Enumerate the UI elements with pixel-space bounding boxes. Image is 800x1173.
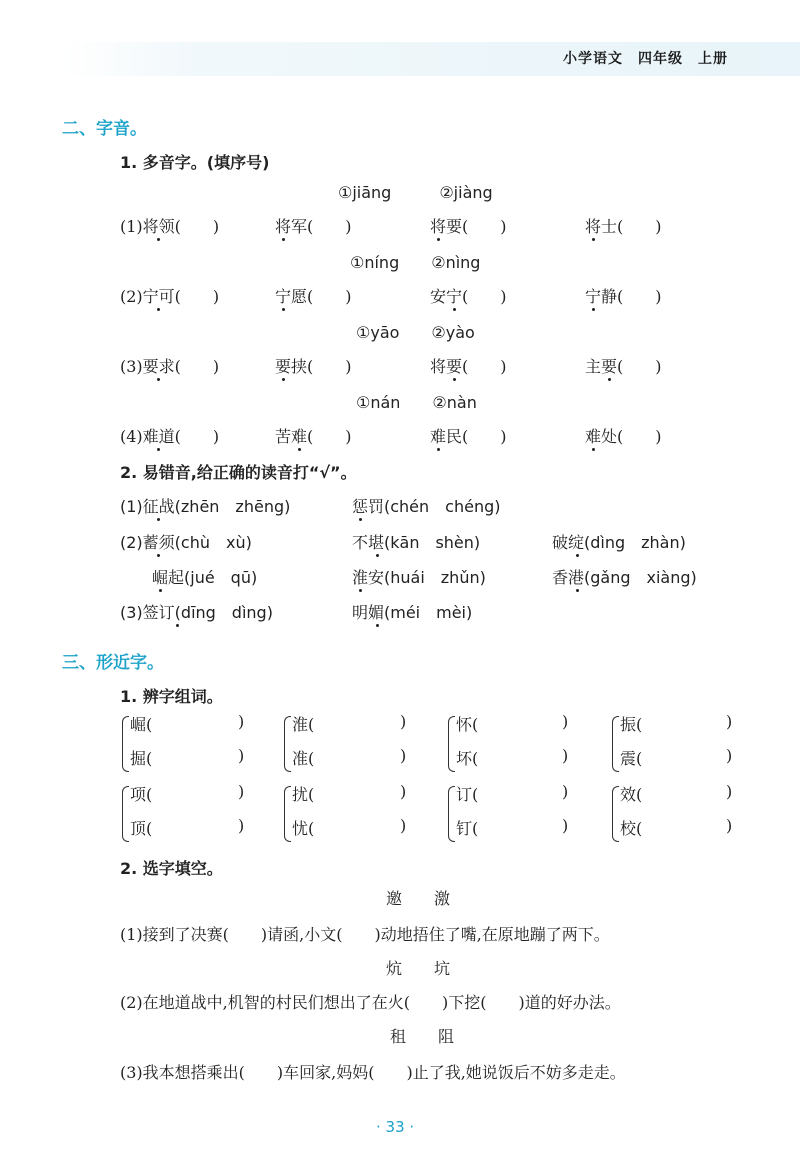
emphasis-dot	[359, 589, 362, 592]
pair-item: 掘(	[130, 749, 153, 768]
pair-brace	[448, 786, 455, 842]
poly-item: 将军( )	[275, 217, 352, 236]
pron-item: 惩罚(chén chéng)	[352, 497, 501, 516]
poly-item: (4)难道( )	[120, 427, 220, 446]
pair-close: )	[726, 746, 733, 765]
emphasis-dot	[437, 238, 440, 241]
emphasis-dot	[157, 238, 160, 241]
pron-item: (2)蓄须(chù xù)	[120, 533, 252, 552]
fill-sentence: (2)在地道战中,机智的村民们想出了在火( )下挖( )道的好办法。	[120, 993, 621, 1012]
emphasis-dot	[176, 624, 179, 627]
section-2-title: 二、字音。	[62, 119, 147, 139]
pair-item: 顶(	[130, 819, 153, 838]
pair-close: )	[400, 816, 407, 835]
pair-item: 淮(	[292, 715, 315, 734]
pair-brace	[122, 716, 129, 772]
poly-item: (3)要求( )	[120, 357, 220, 376]
section-3-title: 三、形近字。	[62, 653, 164, 673]
poly-item: 要挟( )	[275, 357, 352, 376]
pair-close: )	[400, 712, 407, 731]
pron-item: 淮安(huái zhǔn)	[352, 568, 486, 587]
pair-item: 项(	[130, 785, 153, 804]
fill-choices: 邀 激	[386, 889, 451, 908]
pron-item: 不堪(kān shèn)	[352, 533, 481, 552]
pron-item: (1)征战(zhēn zhēng)	[120, 497, 291, 516]
poly-item: 安宁( )	[430, 287, 507, 306]
pair-close: )	[238, 782, 245, 801]
emphasis-dot	[453, 308, 456, 311]
q2-fill-title: 2. 选字填空。	[120, 859, 223, 878]
poly-item: 难民( )	[430, 427, 507, 446]
emphasis-dot	[157, 378, 160, 381]
poly-item: 将要( )	[430, 357, 507, 376]
emphasis-dot	[437, 448, 440, 451]
pair-item: 忧(	[292, 819, 315, 838]
pron-item: 崛起(jué qū)	[152, 568, 258, 587]
emphasis-dot	[376, 624, 379, 627]
poly-item: 宁愿( )	[275, 287, 352, 306]
emphasis-dot	[592, 448, 595, 451]
pair-brace	[612, 786, 619, 842]
pair-item: 震(	[620, 749, 643, 768]
emphasis-dot	[592, 238, 595, 241]
poly-item: 将要( )	[430, 217, 507, 236]
q1-word-group-title: 1. 辨字组词。	[120, 687, 223, 706]
readings-nan: ①nán ②nàn	[356, 393, 477, 412]
emphasis-dot	[159, 589, 162, 592]
pair-item: 效(	[620, 785, 643, 804]
pron-item: 香港(gǎng xiàng)	[552, 568, 697, 587]
pair-item: 坏(	[456, 749, 479, 768]
q2-pronunciation-title: 2. 易错音,给正确的读音打“√”。	[120, 463, 357, 482]
poly-item: 难处( )	[585, 427, 662, 446]
pair-item: 准(	[292, 749, 315, 768]
poly-item: (1)将领( )	[120, 217, 220, 236]
pair-item: 订(	[456, 785, 479, 804]
poly-item: 将士( )	[585, 217, 662, 236]
emphasis-dot	[282, 378, 285, 381]
emphasis-dot	[576, 589, 579, 592]
pair-close: )	[400, 782, 407, 801]
pair-brace	[612, 716, 619, 772]
pron-item: 破绽(dìng zhàn)	[552, 533, 686, 552]
readings-ning: ①níng ②nìng	[350, 253, 481, 272]
pair-brace	[284, 716, 291, 772]
emphasis-dot	[576, 554, 579, 557]
pair-close: )	[562, 746, 569, 765]
pair-brace	[284, 786, 291, 842]
pair-brace	[448, 716, 455, 772]
page-number: · 33 ·	[376, 1118, 415, 1136]
pair-item: 扰(	[292, 785, 315, 804]
fill-sentence: (3)我本想搭乘出( )车回家,妈妈( )止了我,她说饭后不妨多走走。	[120, 1063, 626, 1082]
emphasis-dot	[157, 518, 160, 521]
pair-brace	[122, 786, 129, 842]
header-title: 小学语文 四年级 上册	[563, 51, 728, 67]
emphasis-dot	[592, 308, 595, 311]
emphasis-dot	[376, 554, 379, 557]
fill-choices: 炕 坑	[386, 959, 451, 978]
pair-item: 校(	[620, 819, 643, 838]
pair-close: )	[562, 712, 569, 731]
emphasis-dot	[157, 448, 160, 451]
pron-item: (3)签订(dīng dìng)	[120, 603, 273, 622]
pair-close: )	[562, 782, 569, 801]
emphasis-dot	[453, 378, 456, 381]
pair-close: )	[238, 746, 245, 765]
readings-yao: ①yāo ②yào	[356, 323, 475, 342]
emphasis-dot	[282, 238, 285, 241]
pair-item: 振(	[620, 715, 643, 734]
pair-close: )	[400, 746, 407, 765]
pair-item: 钉(	[456, 819, 479, 838]
pair-close: )	[562, 816, 569, 835]
poly-item: (2)宁可( )	[120, 287, 220, 306]
pair-item: 崛(	[130, 715, 153, 734]
pair-item: 怀(	[456, 715, 479, 734]
poly-item: 主要( )	[585, 357, 662, 376]
emphasis-dot	[157, 554, 160, 557]
emphasis-dot	[359, 518, 362, 521]
readings-jiang: ①jiāng ②jiàng	[338, 183, 493, 202]
pair-close: )	[238, 712, 245, 731]
pair-close: )	[726, 816, 733, 835]
pair-close: )	[726, 712, 733, 731]
pron-item: 明媚(méi mèi)	[352, 603, 473, 622]
emphasis-dot	[282, 308, 285, 311]
pair-close: )	[238, 816, 245, 835]
pair-close: )	[726, 782, 733, 801]
fill-sentence: (1)接到了决赛( )请函,小文( )动地捂住了嘴,在原地蹦了两下。	[120, 925, 610, 944]
q1-polyphone-title: 1. 多音字。(填序号)	[120, 153, 270, 172]
fill-choices: 租 阻	[390, 1027, 455, 1046]
poly-item: 苦难( )	[275, 427, 352, 446]
emphasis-dot	[157, 308, 160, 311]
emphasis-dot	[298, 448, 301, 451]
emphasis-dot	[608, 378, 611, 381]
poly-item: 宁静( )	[585, 287, 662, 306]
